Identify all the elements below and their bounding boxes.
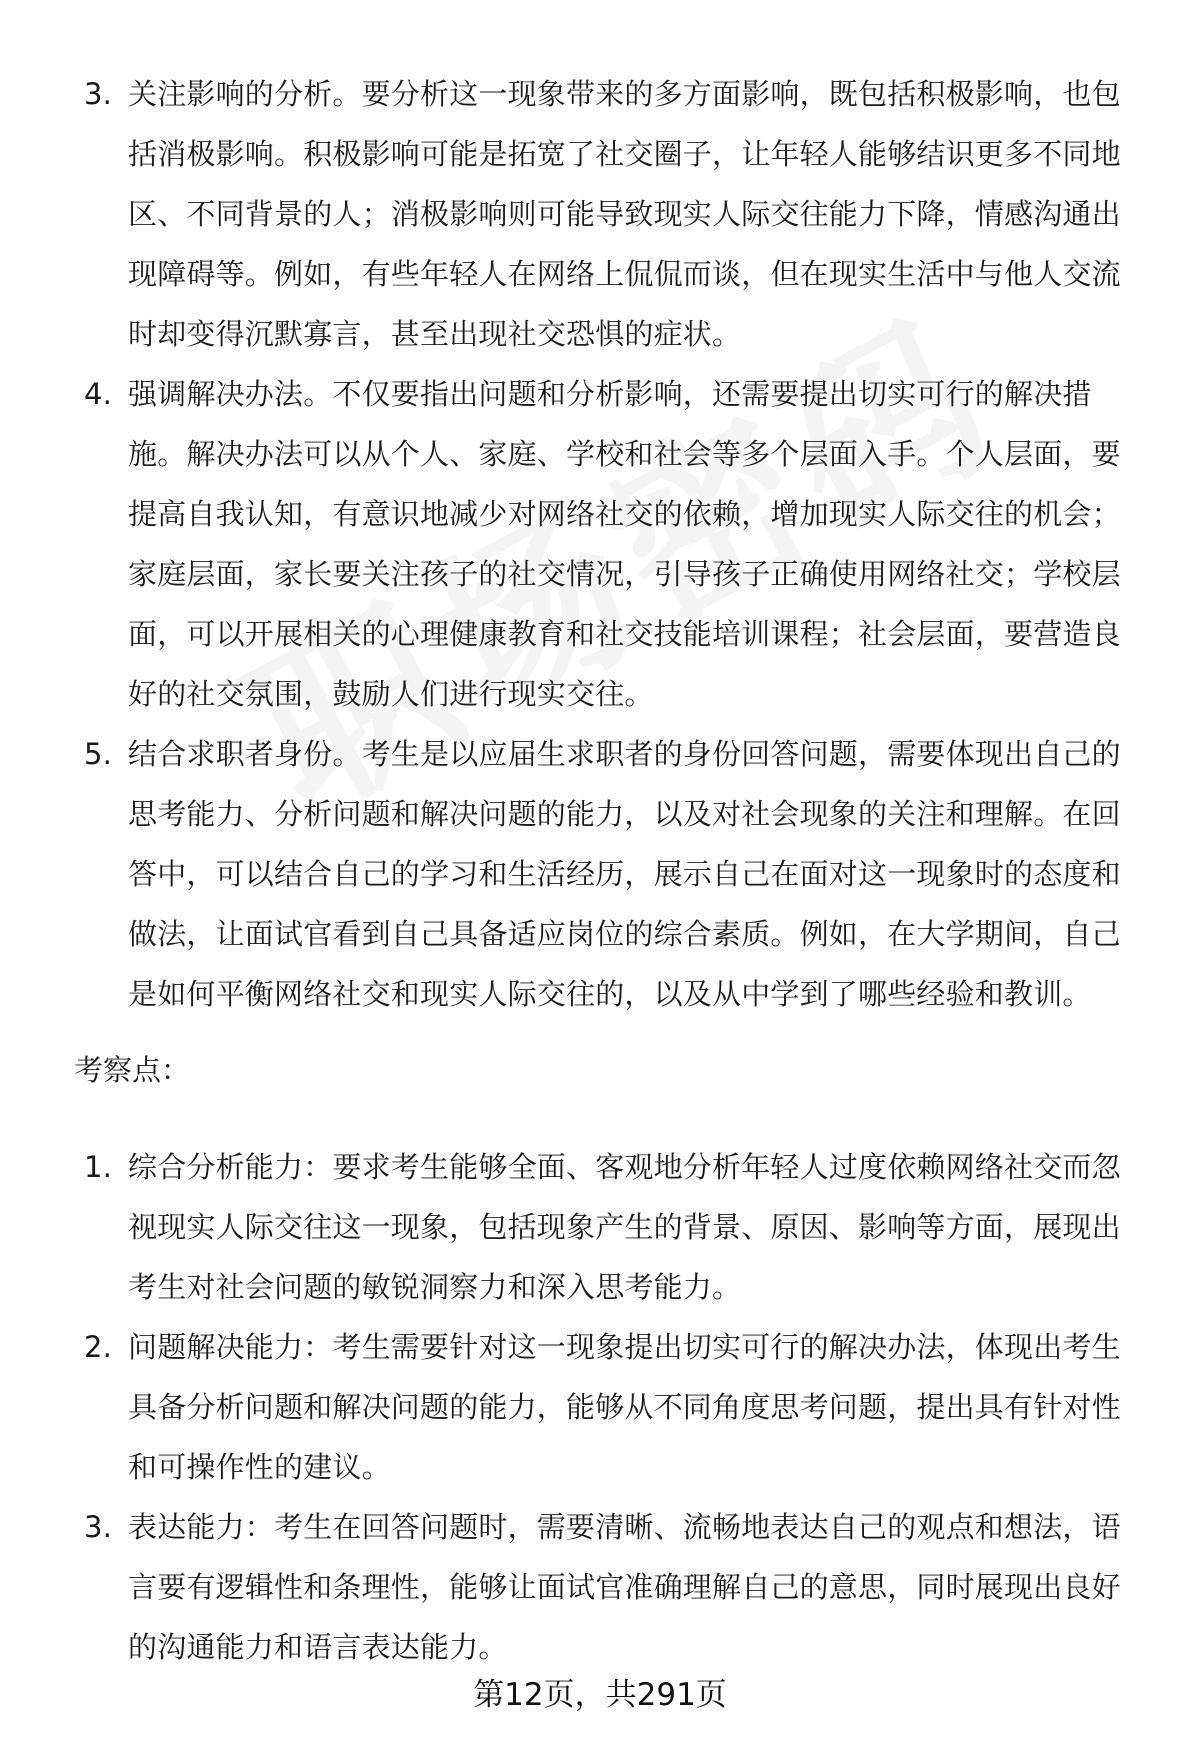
list-item [0,1137,1200,1317]
list-item [0,724,1200,1024]
list-item-text: 表达能力：考生在回答问题时，需要清晰、流畅地表达自己的观点和想法，语言要有逻辑性和条理性，能够让面试官准确理解自己的意思，同时展现出良好的沟通能力和语言表达能力。 [128,1510,1121,1664]
list-item-text: 结合求职者身份。考生是以应届生求职者的身份回答问题，需要体现出自己的思考能力、分析问题和解决问题的能力，以及对社会现象的关注和理解。在回答中，可以结合自己的学习和生活经历，展示自己在面对这一现象时的态度和做法，让面试官看到自己具备适应岗位的综合素质。例如，在大学期间，自己是如何平衡网络社交和现实人际交往的，以及从中学到了哪些经验和教训。 [128,737,1121,1011]
assessment-points-list [0,1137,1200,1677]
list-item-number: 1. [84,1150,113,1184]
list-item-number: 3. [84,1510,113,1544]
list-item-number: 2. [84,1330,113,1364]
list-item [0,1497,1200,1677]
list-item [0,64,1200,364]
page-number-footer: 第12页，共291页 [473,1677,727,1713]
list-item [0,364,1200,724]
list-item-text: 综合分析能力：要求考生能够全面、客观地分析年轻人过度依赖网络社交而忽视现实人际交往这一现象，包括现象产生的背景、原因、影响等方面，展现出考生对社会问题的敏锐洞察力和深入思考能力。 [128,1150,1121,1304]
list-item [0,1317,1200,1497]
list-item-number: 5. [84,737,113,771]
list-item-text: 强调解决办法。不仅要指出问题和分析影响，还需要提出切实可行的解决措施。解决办法可以从个人、家庭、学校和社会等多个层面入手。个人层面，要提高自我认知，有意识地减少对网络社交的依赖，增加现实人际交往的机会；家庭层面，家长要关注孩子的社交情况，引导孩子正确使用网络社交；学校层面，可以开展相关的心理健康教育和社交技能培训课程；社会层面，要营造良好的社交氛围，鼓励人们进行现实交往。 [128,377,1121,711]
section-heading-assessment-points: 考察点： [74,1053,191,1087]
analysis-points-list [0,64,1200,1024]
list-item-number: 4. [84,377,113,411]
list-item-text: 问题解决能力：考生需要针对这一现象提出切实可行的解决办法，体现出考生具备分析问题和解决问题的能力，能够从不同角度思考问题，提出具有针对性和可操作性的建议。 [128,1330,1121,1484]
list-item-number: 3. [84,77,113,111]
list-item-text: 关注影响的分析。要分析这一现象带来的多方面影响，既包括积极影响，也包括消极影响。积极影响可能是拓宽了社交圈子，让年轻人能够结识更多不同地区、不同背景的人；消极影响则可能导致现实人际交往能力下降，情感沟通出现障碍等。例如，有些年轻人在网络上侃侃而谈，但在现实生活中与他人交流时却变得沉默寡言，甚至出现社交恐惧的症状。 [128,77,1121,351]
